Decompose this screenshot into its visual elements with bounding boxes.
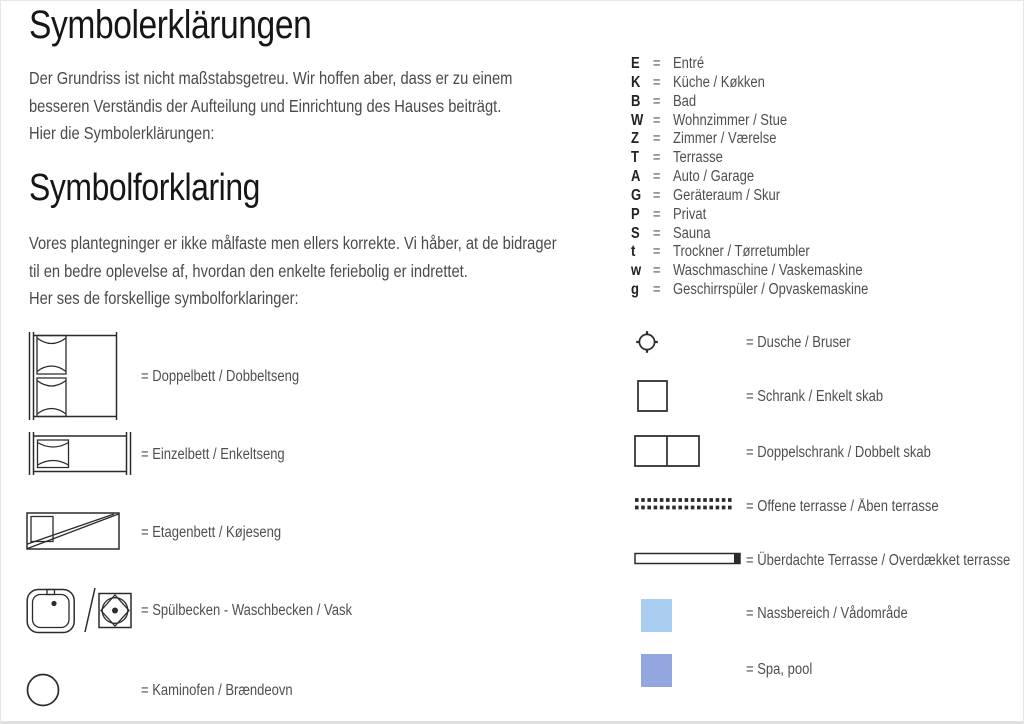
letter-row: [631, 55, 984, 74]
intro-paragraph-german: [29, 65, 512, 148]
equals-sign: =: [652, 186, 661, 204]
single-cabinet-icon: [637, 380, 668, 412]
letter-code: g: [631, 281, 639, 299]
letter-meaning: Geschirrspüler / Opvaskemaskine: [673, 281, 869, 299]
double-cabinet-icon: [634, 435, 700, 467]
equals-sign: =: [652, 205, 661, 223]
letter-code: S: [631, 224, 640, 242]
double-bed-label: = Doppelbett / Dobbeltseng: [141, 368, 300, 385]
open-terrace-label: = Offene terrasse / Åben terrasse: [746, 498, 939, 515]
page-title-danish: Symbolforklaring: [29, 167, 260, 209]
letter-meaning: Terrasse: [673, 149, 723, 167]
intro-paragraph-danish: [29, 230, 557, 313]
equals-sign: =: [652, 243, 661, 261]
letter-row: [631, 281, 984, 300]
letter-row: [631, 112, 984, 131]
covered-terrace-icon: [634, 551, 742, 566]
letter-row: [631, 225, 984, 244]
wet-area-label: = Nassbereich / Vådområde: [746, 605, 908, 622]
letter-meaning: Sauna: [673, 224, 711, 242]
sink-washbasin-label: = Spülbecken - Waschbecken / Vask: [141, 602, 352, 619]
page-title-german: Symbolerklärungen: [29, 3, 312, 47]
letter-meaning: Entré: [673, 55, 705, 72]
letter-row: [631, 93, 984, 112]
letter-meaning: Trockner / Tørretumbler: [673, 243, 810, 261]
letter-legend: [631, 55, 984, 300]
letter-row: [631, 130, 984, 149]
wood-stove-icon: [25, 672, 61, 708]
letter-row: [631, 168, 984, 187]
double-bed-icon: [26, 332, 121, 420]
intro-da-line: Vores plantegninger er ikke målfaste men ellers korrekte. Vi håber, at de bidrager: [29, 233, 557, 253]
intro-de-line: besseren Verständis der Aufteilung und Einrichtung des Hauses beiträgt.: [29, 95, 502, 116]
letter-code: G: [631, 186, 642, 204]
letter-meaning: Bad: [673, 92, 697, 110]
bunk-bed-label: = Etagenbett / Køjeseng: [141, 524, 282, 541]
intro-de-line: Hier die Symbolerklärungen:: [29, 123, 215, 143]
letter-code: w: [631, 262, 642, 280]
wood-stove-label: = Kaminofen / Brændeovn: [141, 682, 293, 699]
letter-code: A: [631, 168, 641, 186]
equals-sign: =: [652, 111, 661, 129]
letter-meaning: Privat: [673, 205, 707, 223]
equals-sign: =: [652, 262, 661, 280]
letter-code: P: [631, 205, 640, 223]
letter-meaning: Wohnzimmer / Stue: [673, 111, 788, 129]
letter-code: Z: [631, 130, 639, 148]
letter-meaning: Geräteraum / Skur: [673, 186, 781, 204]
intro-da-line: til en bedre oplevelse af, hvordan den enkelte feriebolig er indrettet.: [29, 260, 468, 281]
wet-area-swatch: [641, 599, 672, 632]
letter-row: [631, 187, 984, 206]
single-bed-label: = Einzelbett / Enkeltseng: [141, 446, 285, 463]
letter-code: t: [631, 243, 636, 261]
equals-sign: =: [652, 130, 661, 148]
double-cabinet-label: = Doppelschrank / Dobbelt skab: [746, 444, 931, 461]
open-terrace-icon: [634, 496, 734, 512]
covered-terrace-label: = Überdachte Terrasse / Overdækket terrasse: [746, 552, 1011, 569]
spa-pool-label: = Spa, pool: [746, 661, 813, 678]
intro-da-line: Her ses de forskellige symbolforklaringer:: [29, 288, 299, 308]
intro-de-line: Der Grundriss ist nicht maßstabsgetreu. Wir hoffen aber, dass er zu einem: [29, 68, 513, 88]
shower-icon: [634, 328, 660, 355]
equals-sign: =: [652, 281, 661, 299]
single-bed-icon: [26, 432, 134, 475]
letter-meaning: Auto / Garage: [673, 168, 755, 186]
letter-code: W: [631, 111, 644, 129]
single-cabinet-label: = Schrank / Enkelt skab: [746, 388, 884, 405]
letter-row: [631, 149, 984, 168]
letter-meaning: Waschmaschine / Vaskemaskine: [673, 262, 863, 280]
equals-sign: =: [652, 73, 661, 91]
letter-row: [631, 262, 984, 281]
letter-row: [631, 243, 984, 262]
equals-sign: =: [652, 168, 661, 186]
equals-sign: =: [652, 149, 661, 167]
equals-sign: =: [652, 224, 661, 242]
bunk-bed-icon: [26, 512, 120, 550]
spa-pool-swatch: [641, 654, 672, 687]
shower-label: = Dusche / Bruser: [746, 334, 851, 351]
equals-sign: =: [652, 55, 661, 72]
sink-washbasin-icon: [26, 586, 132, 634]
letter-code: B: [631, 92, 641, 110]
letter-code: K: [631, 73, 641, 91]
letter-row: [631, 74, 984, 93]
letter-row: [631, 206, 984, 225]
letter-meaning: Küche / Køkken: [673, 73, 765, 91]
letter-code: T: [631, 149, 639, 167]
equals-sign: =: [652, 92, 661, 110]
letter-meaning: Zimmer / Værelse: [673, 130, 777, 148]
letter-code: E: [631, 55, 640, 72]
